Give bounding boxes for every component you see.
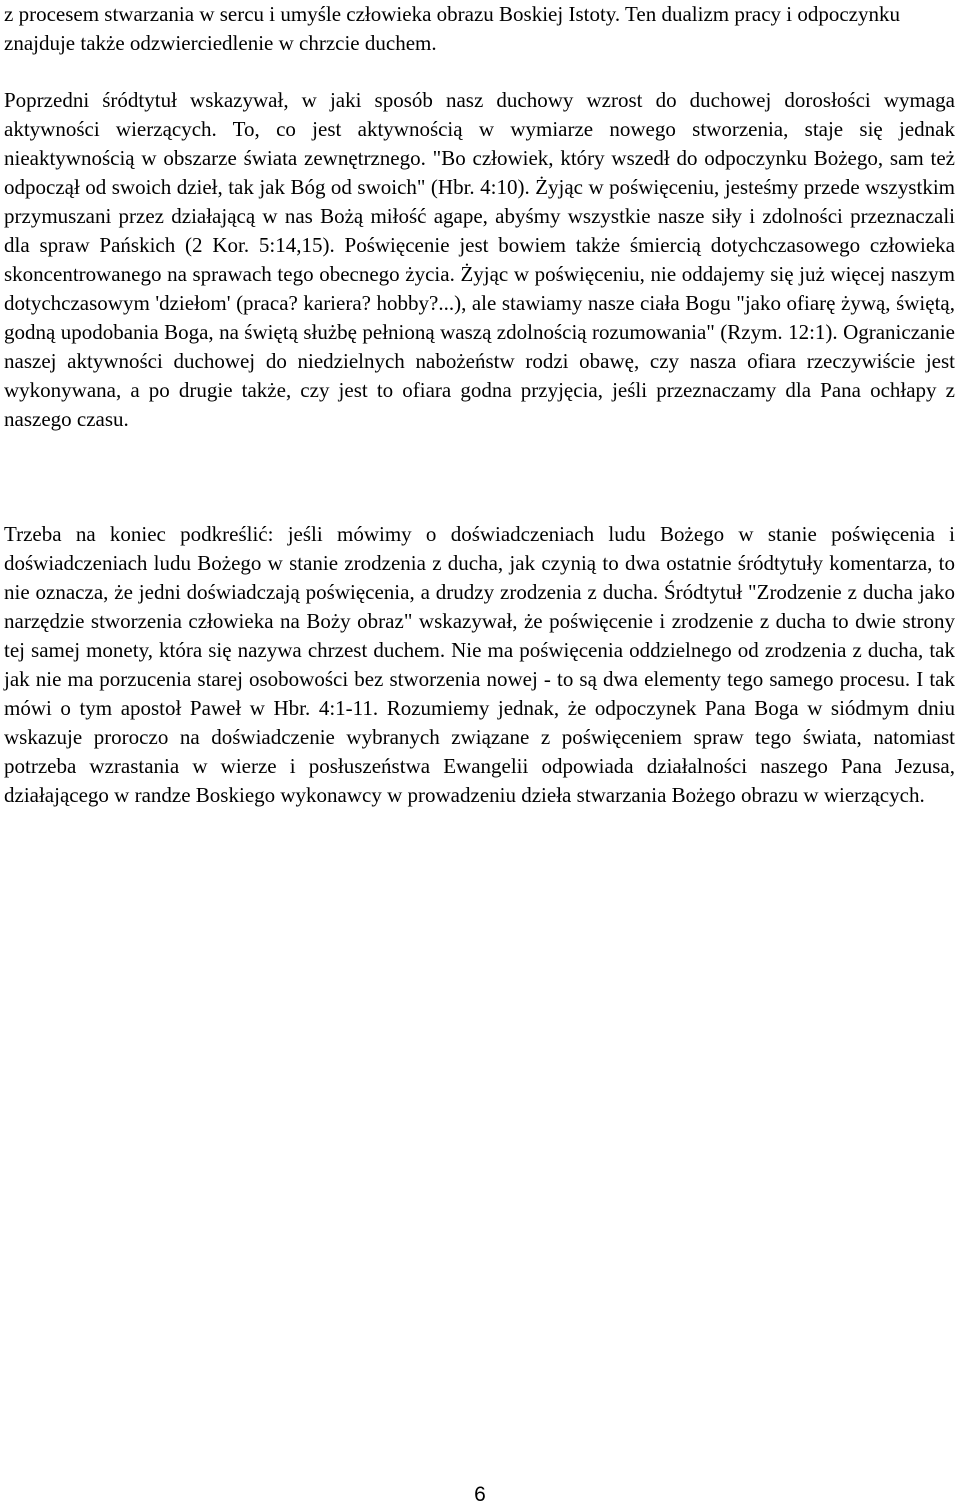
paragraph-conclusion: Trzeba na koniec podkreślić: jeśli mówimy o doświadczeniach ludu Bożego w stanie poświęcenia i doświadczeniach ludu Bożego w stanie zrodzenia z ducha, jak czynią to dwa ostatnie śródtytuły komentarza, to nie oznacza, że jedni doświadczają poświęcenia, a drudzy zrodzenia z ducha. Śródtytuł "Zrodzenie z ducha jako narzędzie stworzenia człowieka na Boży obraz" wskazywał, że poświęcenie i zrodzenie z ducha to dwie strony tej samej monety, która się nazywa chrzest duchem. Nie ma poświęcenia oddzielnego od zrodzenia z ducha, tak jak nie ma porzucenia starej osobowości bez stworzenia nowej - to są dwa elementy tego samego procesu. I tak mówi o tym apostoł Paweł w Hbr. 4:1-11. Rozumiemy jednak, że odpoczynek Pana Boga w siódmym dniu wskazuje proroczo na doświadczenie wybranych związane z poświęceniem spraw tego świata, natomiast potrzeba wzrastania w wierze i posłuszeństwa Ewangelii odpowiada działalności naszego Pana Jezusa, działającego w randze Boskiego wykonawcy w prowadzeniu dzieła stwarzania Bożego obrazu w wierzących. [4, 522, 955, 807]
page-number: 6 [474, 1483, 486, 1506]
paragraph-intro: z procesem stwarzania w sercu i umyśle człowieka obrazu Boskiej Istoty. Ten dualizm pracy i odpoczynku znajduje także odzwierciedlenie w chrzcie duchem. [4, 2, 900, 55]
paragraph-previous-subtitle: Poprzedni śródtytuł wskazywał, w jaki sposób nasz duchowy wzrost do duchowej dorosłości wymaga aktywności wierzących. To, co jest aktywnością w wymiarze nowego stworzenia, staje się jednak nieaktywnością w obszarze świata zewnętrznego. "Bo człowiek, który wszedł do odpoczynku Bożego, sam też odpoczął od swoich dzieł, tak jak Bóg od swoich" (Hbr. 4:10). Żyjąc w poświęceniu, jesteśmy przede wszystkim przymuszani przez działającą w nas Bożą miłość agape, abyśmy wszystkie nasze siły i zdolności przeznaczali dla spraw Pańskich (2 Kor. 5:14,15). Poświęcenie jest bowiem także śmiercią dotychczasowego człowieka skoncentrowanego na sprawach tego obecnego życia. Żyjąc w poświęceniu, nie oddajemy się już więcej naszym dotychczasowym 'dziełom' (praca? kariera? hobby?...), ale stawiamy nasze ciała Bogu "jako ofiarę żywą, świętą, godną upodobania Boga, na świętą służbę pełnioną waszą zdolnością rozumowania" (Rzym. 12:1). Ograniczanie naszej aktywności duchowej do niedzielnych nabożeństw rodzi obawę, czy nasza ofiara rzeczywiście jest wykonywana, a po drugie także, czy jest to ofiara godna przyjęcia, jeśli przeznaczamy dla Pana ochłapy z naszego czasu. [4, 88, 955, 431]
